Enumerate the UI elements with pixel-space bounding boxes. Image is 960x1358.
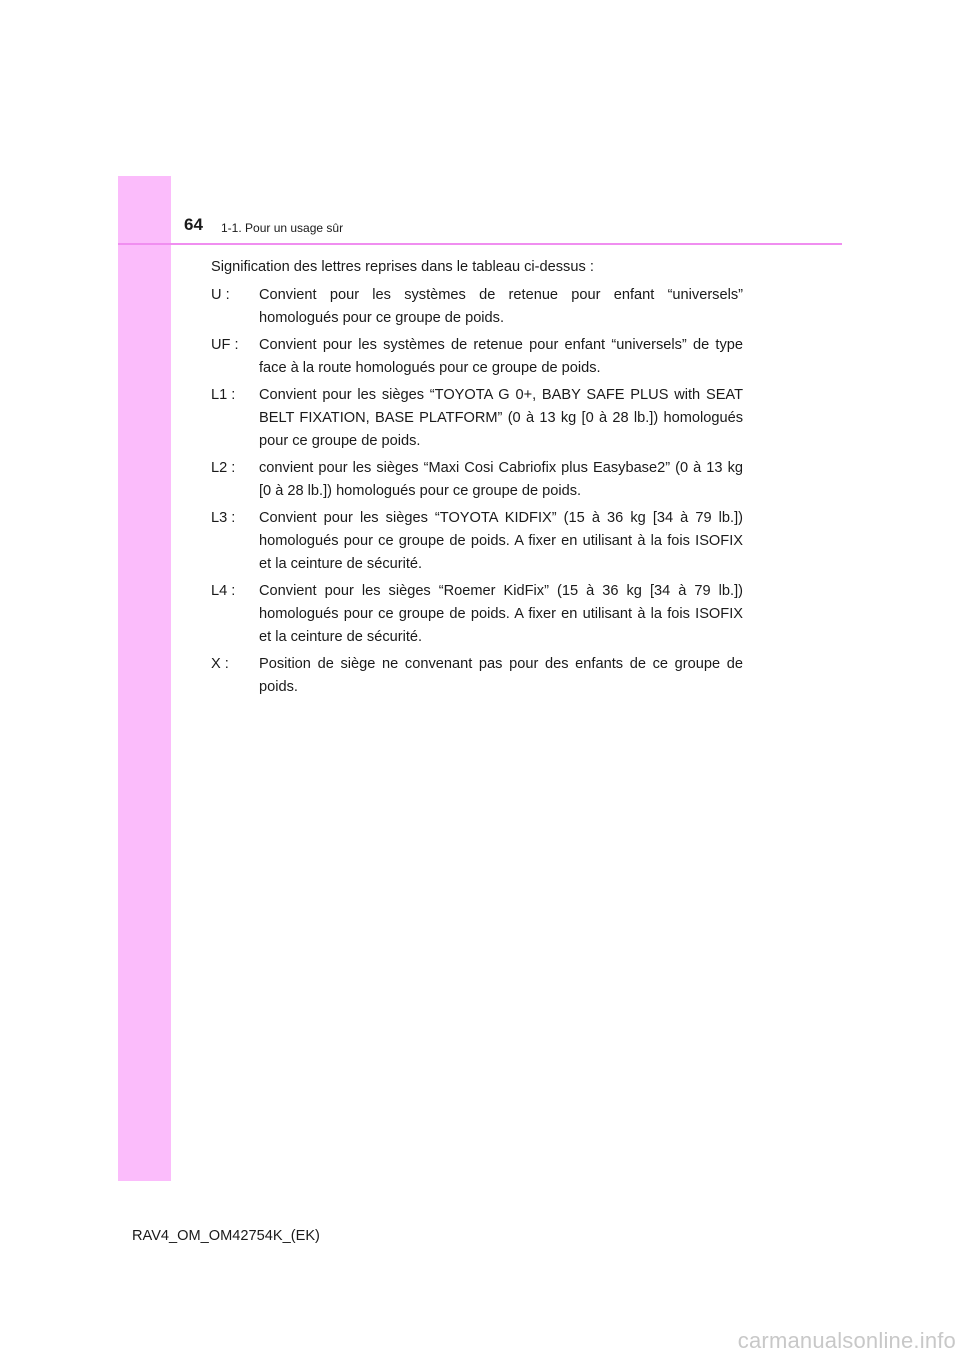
legend-item-l4: [211, 580, 743, 649]
legend-intro: Signification des lettres reprises dans le tableau ci-dessus :: [211, 259, 594, 275]
main-content: [211, 256, 743, 703]
legend-description: Convient pour les sièges “Roemer KidFix” (15 à 36 kg [34 à 79 lb.]) homologués pour ce groupe de poids. A fixer en utilisant à la fois ISOFIX et la ceinture de sécurité.: [259, 583, 743, 645]
legend-description: Convient pour les systèmes de retenue pour enfant “universels” de type face à la route homologués pour ce groupe de poids.: [259, 337, 743, 376]
legend-item-u: [211, 284, 743, 330]
footer-doc-code: RAV4_OM_OM42754K_(EK): [132, 1228, 320, 1244]
side-tab-band: [118, 176, 171, 1181]
legend-description: convient pour les sièges “Maxi Cosi Cabriofix plus Easybase2” (0 à 13 kg [0 à 28 lb.]) homologués pour ce groupe de poids.: [259, 460, 743, 499]
legend-code: X :: [211, 656, 229, 672]
legend-item-x: [211, 653, 743, 699]
header-rule: [118, 243, 842, 245]
legend-code: UF :: [211, 337, 239, 353]
legend-description: Position de siège ne convenant pas pour des enfants de ce groupe de poids.: [259, 656, 743, 695]
legend-code: L3 :: [211, 510, 236, 526]
legend-item-l3: [211, 507, 743, 576]
legend-item-uf: [211, 334, 743, 380]
legend-code: U :: [211, 287, 230, 303]
legend-description: Convient pour les sièges “TOYOTA G 0+, BABY SAFE PLUS with SEAT BELT FIXATION, BASE PLATFORM” (0 à 13 kg [0 à 28 lb.]) homologués pour ce groupe de poids.: [259, 387, 743, 449]
legend-item-l1: [211, 384, 743, 453]
legend-description: Convient pour les systèmes de retenue pour enfant “universels” homologués pour ce groupe de poids.: [259, 287, 743, 326]
legend-code: L4 :: [211, 583, 236, 599]
legend-description: Convient pour les sièges “TOYOTA KIDFIX” (15 à 36 kg [34 à 79 lb.]) homologués pour ce groupe de poids. A fixer en utilisant à la fois ISOFIX et la ceinture de sécurité.: [259, 510, 743, 572]
legend-item-l2: [211, 457, 743, 503]
watermark[interactable]: carmanualsonline.info: [737, 1328, 956, 1353]
page-number: 64: [184, 215, 203, 234]
legend-code: L1 :: [211, 387, 236, 403]
section-title: 1-1. Pour un usage sûr: [221, 221, 344, 235]
legend-code: L2 :: [211, 460, 236, 476]
